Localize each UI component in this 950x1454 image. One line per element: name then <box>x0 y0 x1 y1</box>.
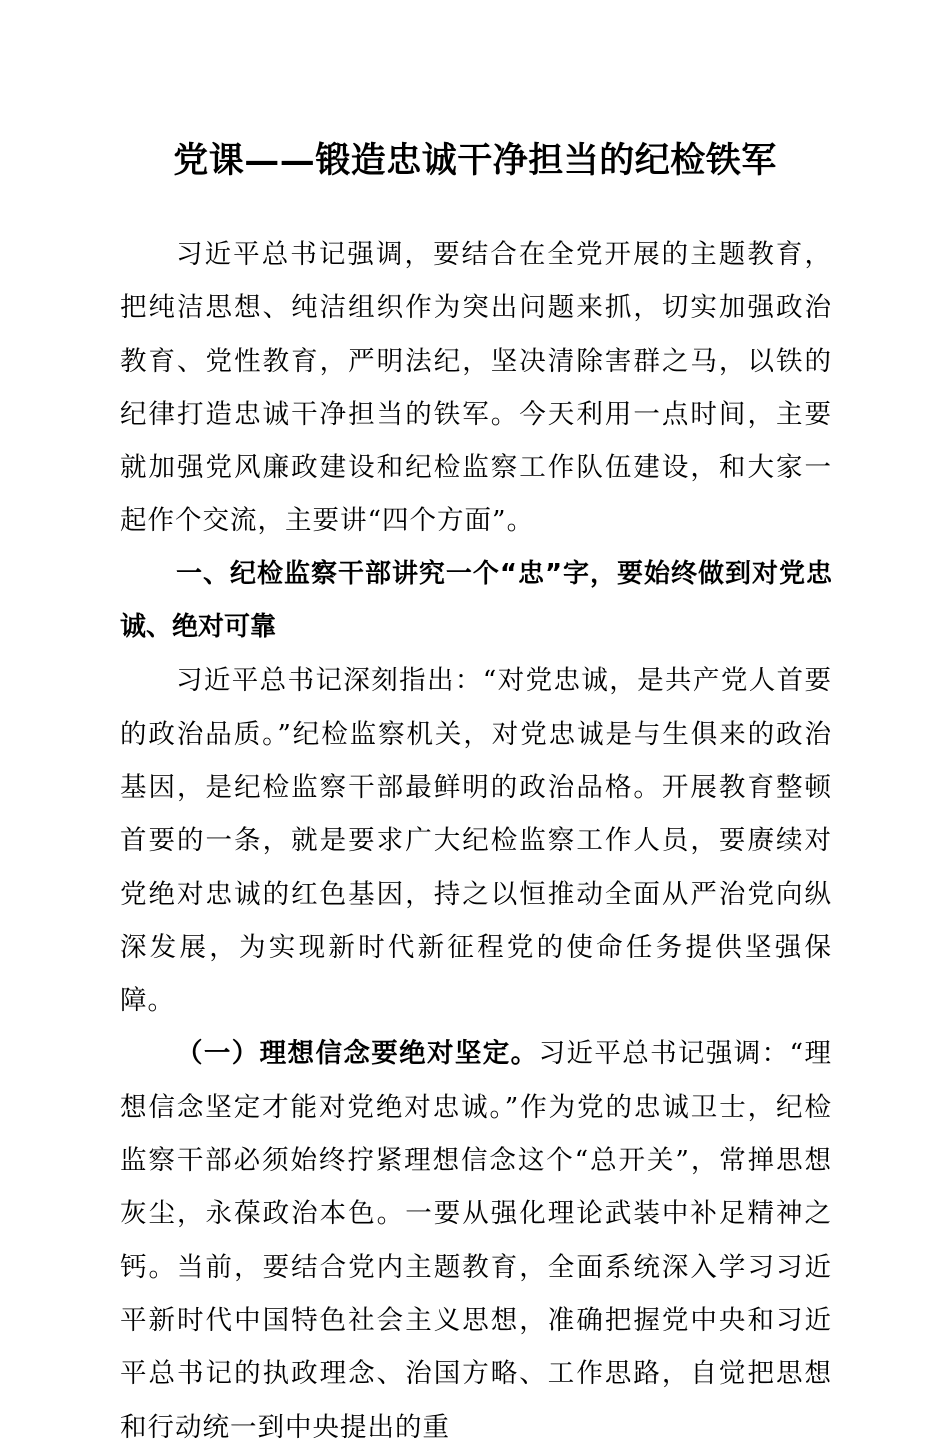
paragraph-section-1: 习近平总书记深刻指出：“对党忠诚，是共产党人首要的政治品质。”纪检监察机关，对党忠诚是与生俱来的政治基因，是纪检监察干部最鲜明的政治品格。开展教育整顿首要的一条，就是要求广大纪检监察工作人员，要赓续对党绝对忠诚的红色基因，持之以恒推动全面从严治党向纵深发展，为实现新时代新征程党的使命任务提供坚强保障。 <box>120 665 832 1017</box>
document-title: 党课——锻造忠诚干净担当的纪检铁军 <box>173 140 777 181</box>
section-heading-1: 一、纪检监察干部讲究一个“忠”字，要始终做到对党忠诚、绝对可靠 <box>120 558 832 643</box>
document-body <box>120 228 832 1454</box>
paragraph-subsection-1 <box>120 1027 832 1453</box>
paragraph-intro: 习近平总书记强调，要结合在全党开展的主题教育，把纯洁思想、纯洁组织作为突出问题来抓，切实加强政治教育、党性教育，严明法纪，坚决清除害群之马，以铁的纪律打造忠诚干净担当的铁军。今天利用一点时间，主要就加强党风廉政建设和纪检监察工作队伍建设，和大家一起作个交流，主要讲“四个方面”。 <box>120 239 832 537</box>
subsection-body: 习近平总书记强调：“理想信念坚定才能对党绝对忠诚。”作为党的忠诚卫士，纪检监察干部必须始终拧紧理想信念这个“总开关”，常掸思想灰尘，永葆政治本色。一要从强化理论武装中补足精神之钙。当前，要结合党内主题教育，全面系统深入学习习近平新时代中国特色社会主义思想，准确把握党中央和习近平总书记的执政理念、治国方略、工作思路，自觉把思想和行动统一到中央提出的重 <box>120 1038 832 1443</box>
subsection-lead: （一）理想信念要绝对坚定。 <box>176 1038 539 1070</box>
